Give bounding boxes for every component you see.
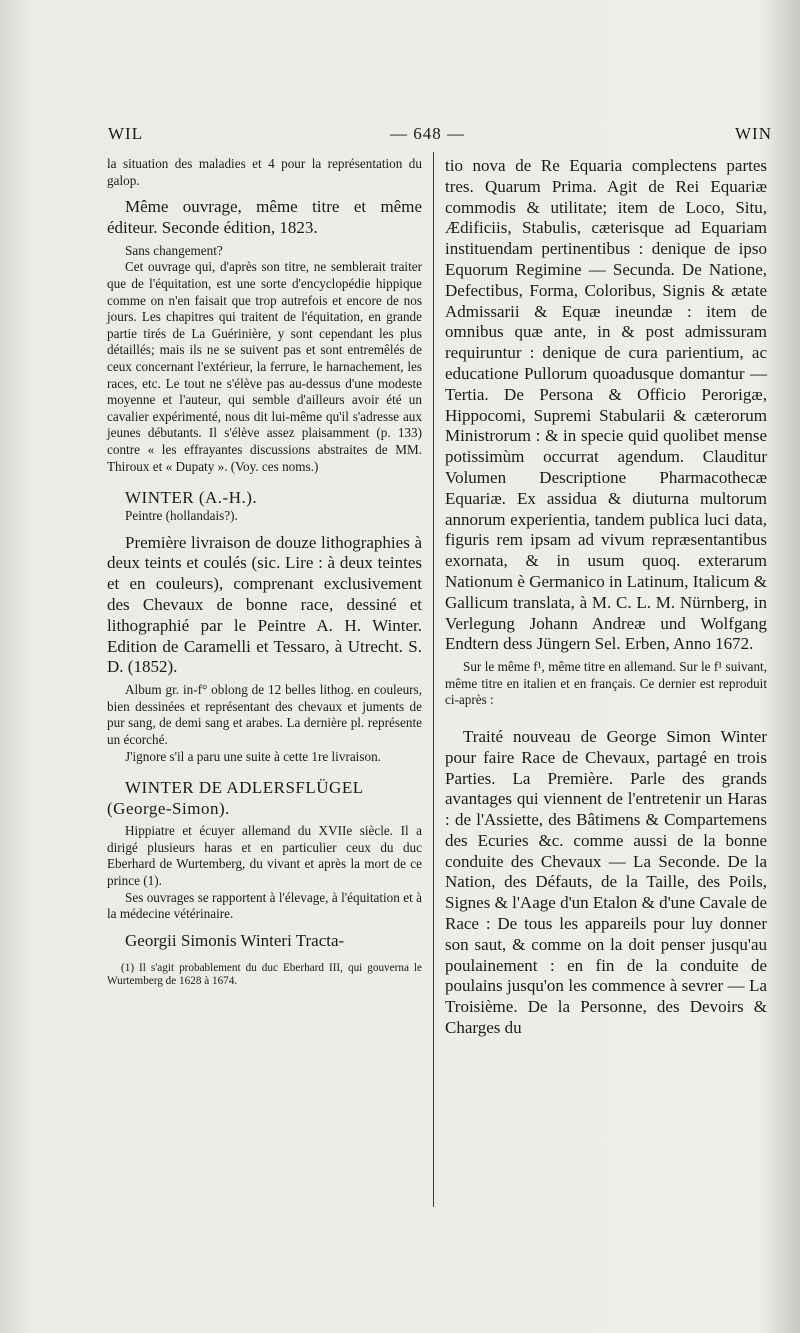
commentary-paragraph: Cet ouvrage qui, d'après son titre, ne semblerait traiter que de l'équitation, est une sorte d'encyclopédie hippique comme on n'en faisait que trop autrefois et encore de nos jours. Les chapitres qui traitent de l'équitation, en grande partie tirés de La Guérinière, y sont cependant les plus détaillés; mais ils ne se suivent pas et sont entremêlés de ceux concernant l'extérieur, la ferrure, le harnachement, les races, etc. Le tout ne s'élève pas au-dessus d'une modeste moyenne et l'auteur, qui semble d'ailleurs avoir été un cavalier expérimenté, nous dit lui-même qu'il s'adresse aux jeunes débutants. Il s'élève assez plaisamment (p. 133) contre « les effrayantes discussions abstraites de MM. Thiroux et « Dupaty ». (Voy. ces noms.) xyxy=(107,259,422,474)
right-column xyxy=(445,156,767,1039)
entry-heading-name: (George-Simon). xyxy=(107,799,230,819)
works-paragraph: Ses ouvrages se rapportent à l'élevage, à l'équitation et à la médecine vétérinaire. xyxy=(107,889,422,922)
left-column xyxy=(107,156,422,988)
entry-remark: J'ignore s'il a paru une suite à cette 1re livraison. xyxy=(125,748,381,764)
biography-paragraph: Hippiatre et écuyer allemand du XVIIe siècle. Il a dirigé plusieurs haras et en particulier ceux du duc Eberhard de Wurtemberg, du vivant et après la mort de ce prince (1). xyxy=(107,823,422,889)
continuation-text: la situation des maladies et 4 pour la représentation du galop. xyxy=(107,156,422,188)
edition-note: Sans changement? xyxy=(125,242,223,258)
entry-heading-winter-ah: WINTER (A.-H.). xyxy=(125,488,258,508)
edition-title: Même ouvrage, même titre et même éditeur. Seconde édition, 1823. xyxy=(107,197,422,237)
entry-heading-winter-adlersflugel: WINTER DE ADLERSFLÜGEL xyxy=(125,778,364,798)
running-header xyxy=(108,124,772,150)
latin-title-start: Georgii Simonis Winteri Tracta- xyxy=(125,930,345,950)
entry-description: Album gr. in-f° oblong de 12 belles lithog. en couleurs, bien dessinées et représentant des chevaux et juments de pur sang, de demi sang et arabes. La dernière pl. représente un écorché. xyxy=(107,682,422,748)
entry-subheading: Peintre (hollandais?). xyxy=(125,508,238,524)
header-right-word: WIN xyxy=(735,124,772,143)
column-divider xyxy=(433,152,434,1207)
french-title: Traité nouveau de George Simon Winter pour faire Race de Chevaux, partagé en trois Parties. La Première. Parle des grands avantages qui viennent de l'entretenir un Haras : de l'Assiette, des Bâtimens & Compartemens des Ecuries &c. comme aussi de la bonne conduite des Chevaux — La Seconde. De la Nation, des Défauts, de la Taille, des Poils, Signes & l'Aage d'un Etalon & d'une Cavale de Race : De tous les appareils pour luy donner son saut, & comme on la doit penser jusqu'au poulainement : en fin de la conduite de poulains jusqu'on les commence à sevrer — La Troisième. De la Personne, des Devoirs & Charges du xyxy=(445,726,767,1038)
entry-book-title: Première livraison de douze lithographies à deux teints et coulés (sic. Lire : à deux teintes et en couleurs), comprenant exclusivement des Chevaux de bonne race, dessiné et lithographié par le Peintre A. H. Winter. Edition de Caramelli et Tessaro, à Utrecht. S. D. (1852). xyxy=(107,532,422,677)
page-number: — 648 — xyxy=(390,124,465,143)
latin-title-continuation: tio nova de Re Equaria complectens partes tres. Quarum Prima. Agit de Rei Equariæ commodis & utilitate; item de Loco, Situ, Ædificiis, Stabulis, cæterisque ad Equariam instituendam pertinentibus : denique de ipso Equorum Regimine — Secunda. De Natione, Defectibus, Forma, Coloribus, Signis & ætate Admissarii & Equæ ineundæ : item de omnibus quæ ante, in & post admissuram requiruntur : denique de cura parientium, ac educatione Pullorum quoadusque domantur — Tertia. De Persona & Officio Perorigæ, Hippocomi, Supremi Stabularii & cæterorum Ministrorum : & in specie quid quolibet mense potissimùm occurrat agendum. Clauditur Volumen Descriptione Pharmacothecæ Equariæ. Ex assidua & diuturna multorum annorum experientia, tandem publica luci data, figuris rem ipsam ad vivum repræsentantibus exornata, & in usum quoq. exterarum Nationum è Germanico in Latinum, Italicum & Gallicum translata, à M. C. L. M. Nürnberg, in Verlegung Johann Andreæ und Wolfgang Endtern dess Jüngern Sel. Erben, Anno 1672. xyxy=(445,156,767,654)
header-left-word: WIL xyxy=(108,124,144,143)
footnote: (1) Il s'agit probablement du duc Eberhard III, qui gouverna le Wurtemberg de 1628 à 1674. xyxy=(107,961,422,987)
title-variant-note: Sur le même f¹, même titre en allemand. Sur le f¹ suivant, même titre en italien et en français. Ce dernier est reproduit ci-après : xyxy=(445,659,767,708)
